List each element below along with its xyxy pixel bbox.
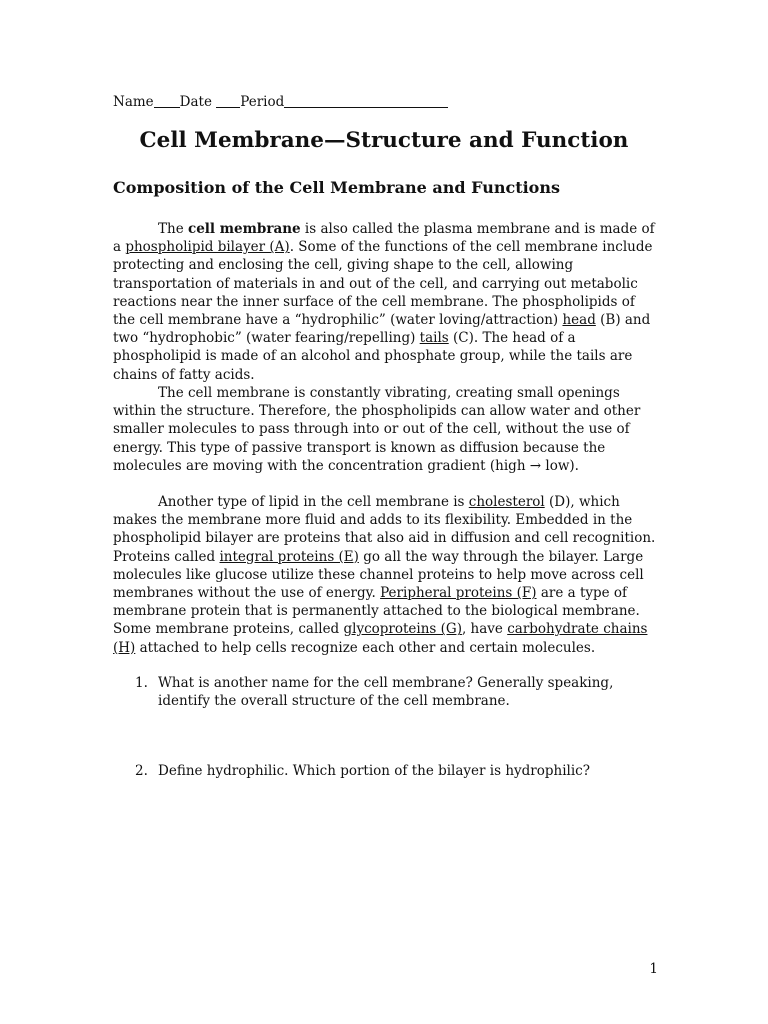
page-number: 1 [649,961,658,977]
paragraph-text [113,384,658,475]
text-run: The [158,221,188,237]
text-run: (C). The head of a phospholipid is made of an alcohol and phosphate group, while the tails are chains of fatty acids. [113,330,633,383]
question-1 [135,674,635,710]
question-text: Define hydrophilic. Which portion of the bilayer is hydrophilic? [158,763,590,779]
text-run: are a type of membrane protein that is permanently attached to the biological membrane. Some membrane proteins, called [113,585,640,638]
text-run: (D), which makes the membrane more fluid and adds to its flexibility. Embedded in the phospholipid bilayer are proteins that also aid in diffusion and cell recognition. Proteins called [113,494,656,565]
text-run: , have [461,621,508,638]
body-paragraph-3 [113,493,658,657]
period-blank [284,95,448,108]
bold-term: cell membrane [187,221,301,237]
period-label: Period [240,94,285,110]
underlined-term: glycoproteins (G) [343,621,462,638]
name-label: Name [113,94,154,110]
body-paragraph-2 [113,384,658,475]
text-run: The cell membrane is constantly vibrating, creating small openings within the structure. Therefore, the phospholipids can allow water and other smaller molecules to pass through into or out of the cell, without the use of energy. This type of passive transport is known as diffusion because the molecules are moving with the concentration gradient (high → low). [113,385,641,474]
text-run: attached to help cells recognize each other and certain molecules. [135,639,596,656]
text-run: go all the way through the bilayer. Large molecules like glucose utilize these channel proteins to help move across cell membranes without the use of energy. [113,548,644,602]
underlined-term: carbohydrate chains (H) [113,621,648,656]
student-info-line [113,93,448,111]
underlined-term: tails [419,330,449,347]
section-heading: Composition of the Cell Membrane and Functions [113,178,560,197]
underlined-term: head [562,312,596,329]
underlined-term: Peripheral proteins (F) [380,585,537,602]
name-blank [154,95,180,108]
date-label: Date [179,94,212,110]
question-number: 1. [135,675,148,691]
paragraph-text [113,220,658,384]
page-title: Cell Membrane—Structure and Function [139,128,629,153]
paragraph-text [113,493,658,657]
date-blank [216,95,240,108]
text-run: Another type of lipid in the cell membrane is [158,494,469,510]
text-run: is also called the plasma membrane and is made of a [113,221,655,256]
question-text: What is another name for the cell membrane? Generally speaking, identify the overall structure of the cell membrane. [158,675,614,710]
question-2 [135,762,635,780]
text-run: . Some of the functions of the cell membrane include protecting and enclosing the cell, giving shape to the cell, allowing transportation of materials in and out of the cell, and carrying out metabolic reactions near the inner surface of the cell membrane. The phospholipids of the cell membrane have a “hydrophilic” (water loving/attraction) [113,239,653,329]
question-number: 2. [135,763,148,779]
underlined-term: integral proteins (E) [219,548,359,565]
body-paragraph-1 [113,220,658,384]
underlined-term: cholesterol [468,494,545,510]
underlined-term: phospholipid bilayer (A) [125,239,290,256]
text-run: (B) and two “hydrophobic” (water fearing/repelling) [113,312,651,347]
